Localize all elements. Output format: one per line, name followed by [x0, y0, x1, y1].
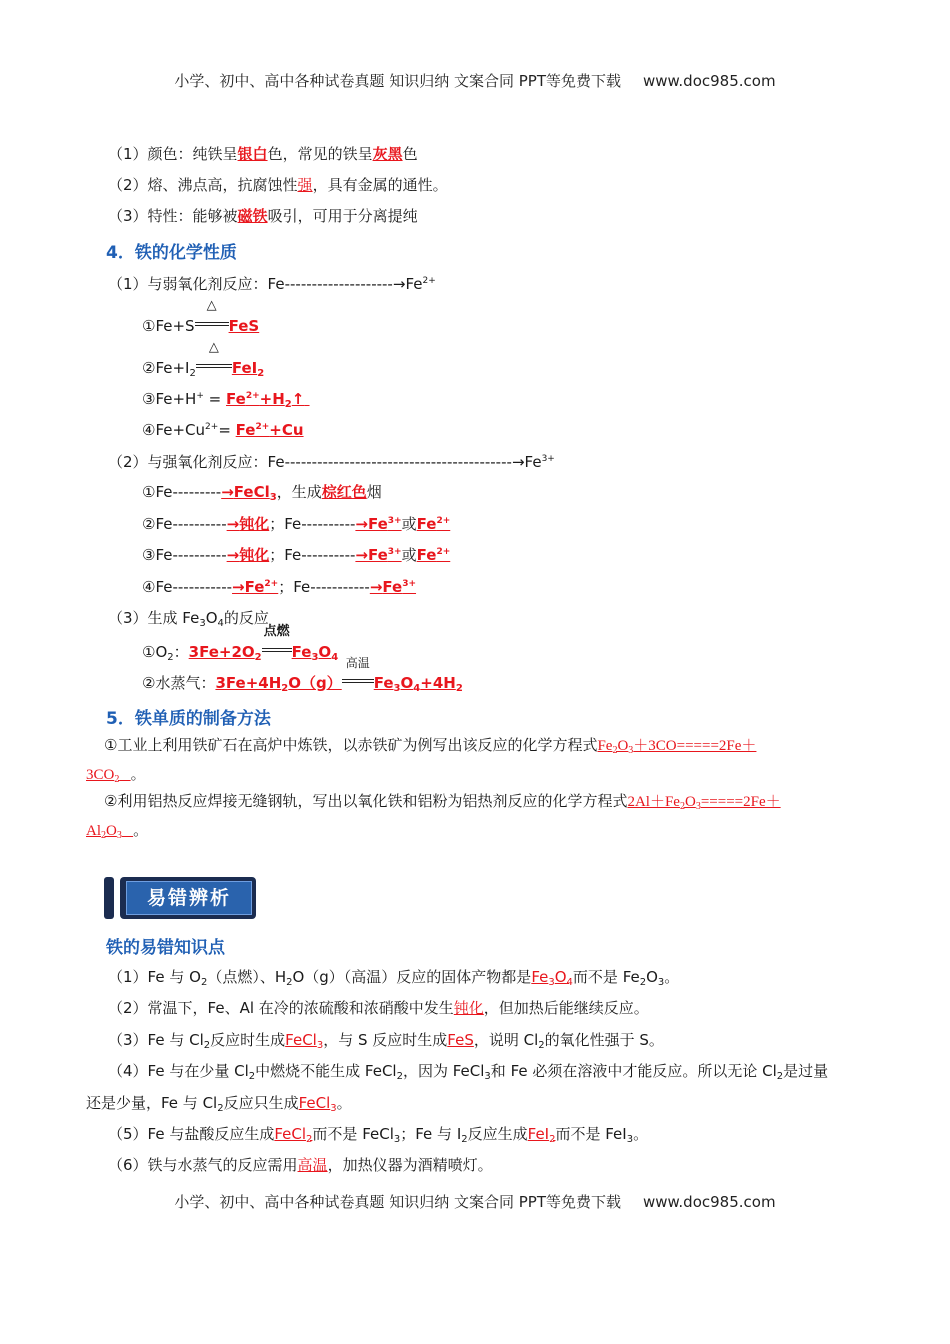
answer-silver-white: 银白 — [237, 145, 268, 163]
answer-passivation: 钝化 — [239, 515, 270, 533]
strong-oxidizer-line: （2）与强氧化剂反应：$Fe------------------------------------------\to Fe^{3+}$ — [108, 453, 555, 471]
heat-symbol: △ — [208, 340, 219, 355]
sec5-p2-line1: ②利用铝热反应焊接无缝钢轨，写出以氧化铁和铝粉为铝热剂反应的化学方程式$2Al+Fe_2O_3=====2Fe+$ — [104, 792, 781, 812]
page-footer — [0, 1191, 950, 1212]
error-item-6: （6）铁与水蒸气的反应需用高温，加热仪器为酒精喷灯。 — [108, 1156, 493, 1174]
error-item-1: （1）Fe 与 $O_2$（点燃）、$H_2O(g)$（高温）反应的固体产物都是$Fe_3O_4$而不是 $Fe_2O_3$。 — [108, 968, 680, 988]
error-item-5: （5）Fe 与盐酸反应生成FeCl$_2$而不是 FeCl$_3$；Fe 与 $I_2$反应生成FeI$_2$而不是 FeI$_3$。 — [108, 1125, 649, 1145]
physical-line-2: （2）熔、沸点高，抗腐蚀性强，具有金属的通性。 — [108, 176, 448, 194]
header-text: 小学、初中、高中各种试卷真题 知识归纳 文案合同 PPT等免费下载 — [174, 72, 621, 90]
section-4-title: 4．铁的化学性质 — [106, 243, 237, 263]
answer-magnet: 磁铁 — [237, 207, 268, 225]
section-badge — [104, 877, 256, 919]
fe3o4-reaction-1: $①O_2$：$3Fe+2O_2$ 点燃 $Fe_3O_4$ — [142, 624, 339, 663]
errors-title: 铁的易错知识点 — [106, 938, 225, 958]
fe3o4-reaction-2: ②水蒸气：$3Fe+4H_2O(g)$ 高温 $Fe_3O_4+4H_2$ — [142, 656, 463, 694]
strong-reaction-4: ④Fe-$----------\to Fe^{2+}$；$Fe-----------\to Fe^{3+}$ — [142, 578, 417, 596]
strong-reaction-3: ③Fe----------→钝化；$Fe----------\to Fe^{3+}$或$Fe^{2+}$ — [142, 546, 451, 564]
error-item-4-line1: （4）Fe 与在少量 $Cl_2$中燃烧不能生成 FeCl$_2$，因为 FeCl$_3$和 Fe 必须在溶液中才能反应。所以无论 $Cl_2$是过量 — [108, 1062, 829, 1082]
error-item-3: （3）Fe 与 $Cl_2$反应时生成FeCl$_3$，与 S 反应时生成FeS，说明 $Cl_2$的氧化性强于 S。 — [108, 1031, 664, 1051]
answer-fe2-cu: $Fe^{2+}+Cu$ — [235, 421, 304, 439]
error-item-2: （2）常温下，Fe、Al 在冷的浓硫酸和浓硝酸中发生钝化，但加热后能继续反应。 — [108, 999, 649, 1017]
physical-line-1: （1）颜色：纯铁呈银白色，常见的铁呈灰黑色 — [108, 145, 418, 163]
header-site: www.doc985.com — [642, 72, 776, 90]
sec5-p1-line2: $3CO_2$ 。 — [86, 765, 146, 785]
footer-site: www.doc985.com — [642, 1193, 776, 1211]
heat-symbol: △ — [206, 298, 217, 313]
section-5-title: 5．铁单质的制备方法 — [106, 709, 271, 729]
answer-strong: 强 — [297, 176, 313, 194]
answer-gray-black: 灰黑 — [372, 145, 403, 163]
answer-fecl3: →FeCl$_3$ — [221, 483, 277, 503]
badge-label: 易错辨析 — [126, 881, 252, 915]
weak-reaction-3: ③Fe+H+ = $Fe^{2+}+H_2↑$ — [142, 389, 310, 409]
weak-oxidizer-line: （1）与弱氧化剂反应：$Fe--------------------\to Fe^{2+}$ — [108, 275, 436, 293]
sec5-p2-line2: $Al_2O_3$ 。 — [86, 821, 149, 841]
weak-reaction-1: ①Fe+S △ FeS — [142, 298, 260, 335]
answer-fes: FeS — [228, 317, 260, 335]
answer-fei2: FeI$_2$ — [231, 359, 265, 379]
high-temp-label: 高温 — [345, 656, 370, 670]
error-item-4-line2: 还是少量，Fe 与 $Cl_2$反应只生成FeCl$_3$。 — [86, 1094, 352, 1114]
answer-fe2-h2: $Fe^{2+}+H_2↑$ — [226, 390, 305, 410]
footer-text: 小学、初中、高中各种试卷真题 知识归纳 文案合同 PPT等免费下载 — [174, 1193, 621, 1211]
answer-brown-red: 棕红色 — [321, 483, 367, 501]
fe3o4-line: （3）生成 $Fe_3O_4$的反应 — [108, 609, 269, 629]
answer-passivation: 钝化 — [239, 546, 270, 564]
page-header — [0, 70, 950, 91]
physical-line-3: （3）特性：能够被磁铁吸引，可用于分离提纯 — [108, 207, 418, 225]
strong-reaction-1: ①Fe---------→FeCl$_3$，生成棕红色烟 — [142, 483, 382, 503]
strong-reaction-2: ②Fe----------→钝化；$Fe----------\to Fe^{3+}$或$Fe^{2+}$ — [142, 515, 451, 533]
ignite-label: 点燃 — [263, 624, 290, 639]
weak-reaction-4: $④Fe+Cu^{2+}= Fe^{2+}+Cu$ — [142, 421, 304, 439]
weak-reaction-2: $②Fe+I_2$ △ FeI$_2$ — [142, 340, 265, 379]
sec5-p1-line1: ①工业上利用铁矿石在高炉中炼铁，以赤铁矿为例写出该反应的化学方程式$Fe_2O_3+3CO=====2Fe+$ — [104, 736, 757, 756]
